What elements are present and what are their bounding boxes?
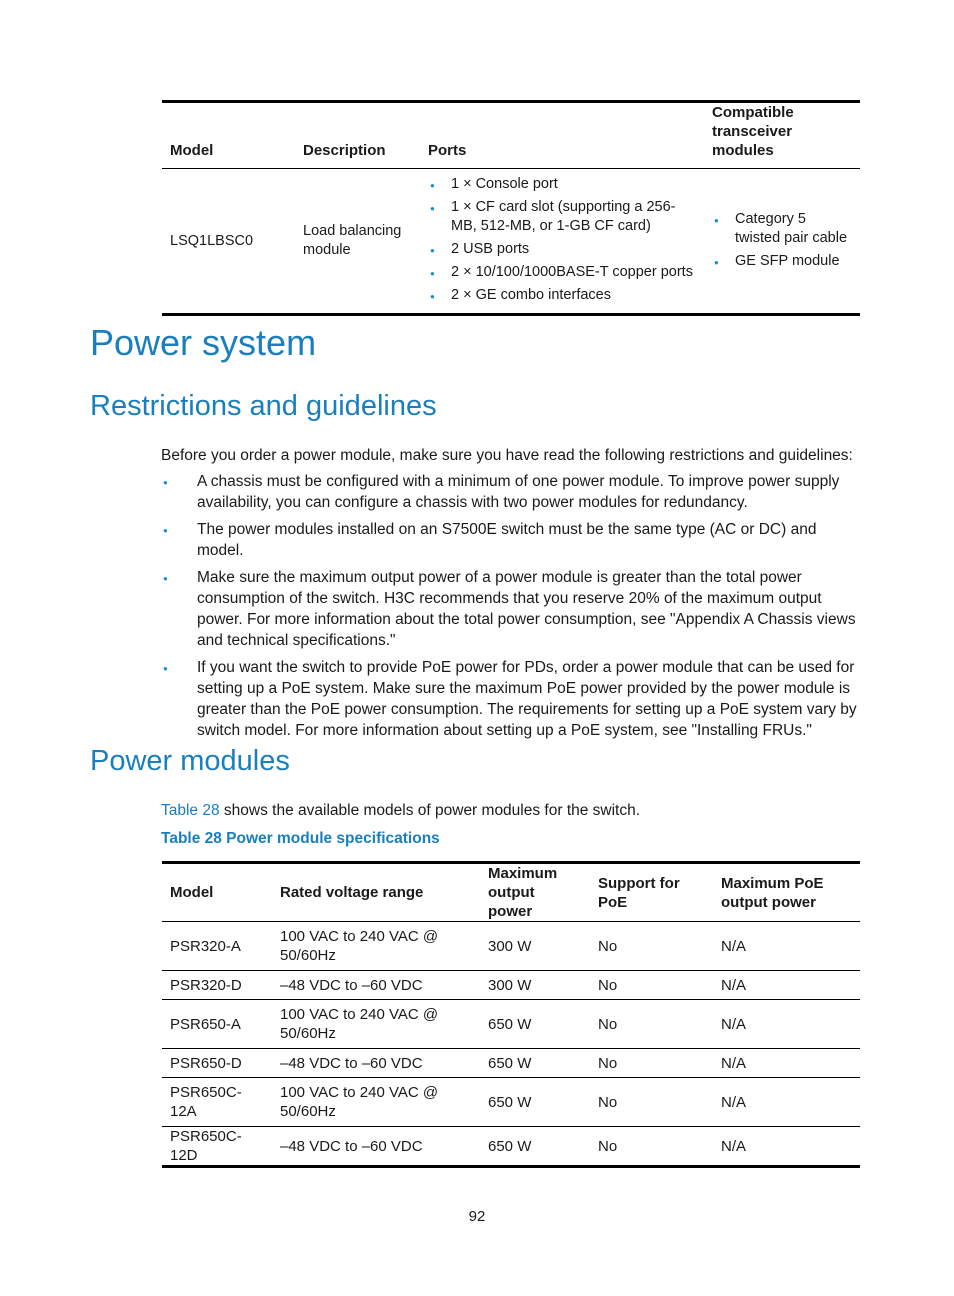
cell-max-poe: N/A bbox=[713, 971, 860, 1000]
cell-poe-support: No bbox=[590, 971, 713, 1000]
table-link[interactable]: Table 28 bbox=[161, 802, 220, 819]
table-row bbox=[162, 1127, 860, 1167]
cell-description: Load balancing module bbox=[303, 223, 402, 258]
restrictions-intro: Before you order a power module, make sure you have read the following restrictions and guidelines: bbox=[161, 447, 853, 464]
power-table-header bbox=[162, 863, 860, 922]
page-number: 92 bbox=[468, 1208, 486, 1225]
header-model: Model bbox=[162, 863, 272, 922]
table-row bbox=[162, 169, 860, 315]
list-item: ● GE SFP module bbox=[712, 252, 852, 271]
cell-model: PSR650C-12A bbox=[162, 1078, 272, 1127]
section-heading-restrictions: Restrictions and guidelines bbox=[90, 390, 437, 422]
cell-poe-support: No bbox=[590, 1000, 713, 1049]
cell-model: PSR650-A bbox=[162, 1000, 272, 1049]
header-transceivers: Compatible transceiver modules bbox=[704, 102, 860, 169]
cell-max-output: 650 W bbox=[488, 1137, 532, 1155]
cell-voltage: 100 VAC to 240 VAC @ 50/60Hz bbox=[272, 922, 480, 971]
cell-max-poe: N/A bbox=[721, 1137, 747, 1155]
cell-max-poe: N/A bbox=[713, 922, 860, 971]
cell-poe-support: No bbox=[590, 1049, 713, 1078]
cell-max-poe: N/A bbox=[713, 1000, 860, 1049]
cell-voltage: 100 VAC to 240 VAC @ 50/60Hz bbox=[272, 1000, 480, 1049]
list-item: ● 1 × CF card slot (supporting a 256-MB, 512-MB, or 1-GB CF card) bbox=[428, 198, 696, 236]
cell-model: LSQ1LBSC0 bbox=[170, 232, 254, 249]
cell-max-output: 650 W bbox=[480, 1078, 590, 1127]
ports-list bbox=[428, 175, 696, 305]
table-row bbox=[162, 1078, 860, 1127]
table-row bbox=[162, 1000, 860, 1049]
power-modules-intro bbox=[161, 800, 640, 821]
cell-transceivers bbox=[704, 169, 860, 315]
cell-max-poe: N/A bbox=[713, 1049, 860, 1078]
list-item: ● A chassis must be configured with a minimum of one power module. To improve power supply availability, you can configure a chassis with two power modules for redundancy. bbox=[161, 471, 866, 513]
list-item: ● The power modules installed on an S7500E switch must be the same type (AC or DC) and model. bbox=[161, 519, 866, 561]
cell-max-output: 650 W bbox=[480, 1049, 590, 1078]
cell-max-output: 650 W bbox=[480, 1000, 590, 1049]
cell-voltage: –48 VDC to –60 VDC bbox=[272, 1049, 480, 1078]
cell-voltage: –48 VDC to –60 VDC bbox=[280, 1137, 423, 1155]
list-item: ● If you want the switch to provide PoE power for PDs, order a power module that can be used for setting up a PoE system. Make sure the maximum PoE power provided by the power module is greater than the PoE power consumption. The requirements for setting up a PoE system vary by switch model. For more information about setting up a PoE system, see "Installing FRUs." bbox=[161, 657, 866, 741]
table-row bbox=[162, 1049, 860, 1078]
header-voltage: Rated voltage range bbox=[272, 863, 480, 922]
table-row bbox=[162, 922, 860, 971]
cell-poe-support: No bbox=[598, 1137, 618, 1155]
transceivers-list bbox=[712, 210, 852, 271]
list-item: ● Make sure the maximum output power of a power module is greater than the total power consumption of the switch. H3C recommends that you reserve 20% of the maximum output power. For more information about the total power consumption, see "Appendix A Chassis views and technical specifications." bbox=[161, 567, 866, 651]
power-module-table bbox=[162, 861, 860, 1168]
header-ports: Ports bbox=[420, 102, 704, 169]
cell-poe-support: No bbox=[590, 1078, 713, 1127]
module-table bbox=[162, 100, 860, 316]
cell-voltage: 100 VAC to 240 VAC @ 50/60Hz bbox=[272, 1078, 480, 1127]
header-model: Model bbox=[162, 102, 295, 169]
restrictions-list bbox=[161, 471, 866, 747]
list-item: ● Category 5 twisted pair cable bbox=[712, 210, 852, 248]
header-description: Description bbox=[295, 102, 420, 169]
table-caption: Table 28 Power module specifications bbox=[161, 830, 440, 847]
cell-model: PSR650C-12D bbox=[170, 1128, 242, 1164]
cell-voltage: –48 VDC to –60 VDC bbox=[272, 971, 480, 1000]
cell-model: PSR320-D bbox=[162, 971, 272, 1000]
cell-poe-support: No bbox=[590, 922, 713, 971]
cell-model: PSR320-A bbox=[162, 922, 272, 971]
cell-model: PSR650-D bbox=[162, 1049, 272, 1078]
page-title: Power system bbox=[90, 322, 317, 363]
header-max-poe: Maximum PoE output power bbox=[713, 863, 860, 922]
module-table-header bbox=[162, 102, 860, 169]
cell-max-output: 300 W bbox=[480, 971, 590, 1000]
list-item: ● 1 × Console port bbox=[428, 175, 696, 194]
table-row bbox=[162, 971, 860, 1000]
header-max-output: Maximum output power bbox=[480, 863, 590, 922]
list-item: ● 2 × GE combo interfaces bbox=[428, 286, 696, 305]
cell-max-output: 300 W bbox=[480, 922, 590, 971]
intro-text: shows the available models of power modules for the switch. bbox=[219, 802, 641, 819]
header-poe-support: Support for PoE bbox=[590, 863, 713, 922]
cell-ports bbox=[420, 169, 704, 315]
section-heading-power-modules: Power modules bbox=[90, 745, 290, 777]
list-item: ● 2 × 10/100/1000BASE-T copper ports bbox=[428, 263, 696, 282]
list-item: ● 2 USB ports bbox=[428, 240, 696, 259]
cell-max-poe: N/A bbox=[713, 1078, 860, 1127]
